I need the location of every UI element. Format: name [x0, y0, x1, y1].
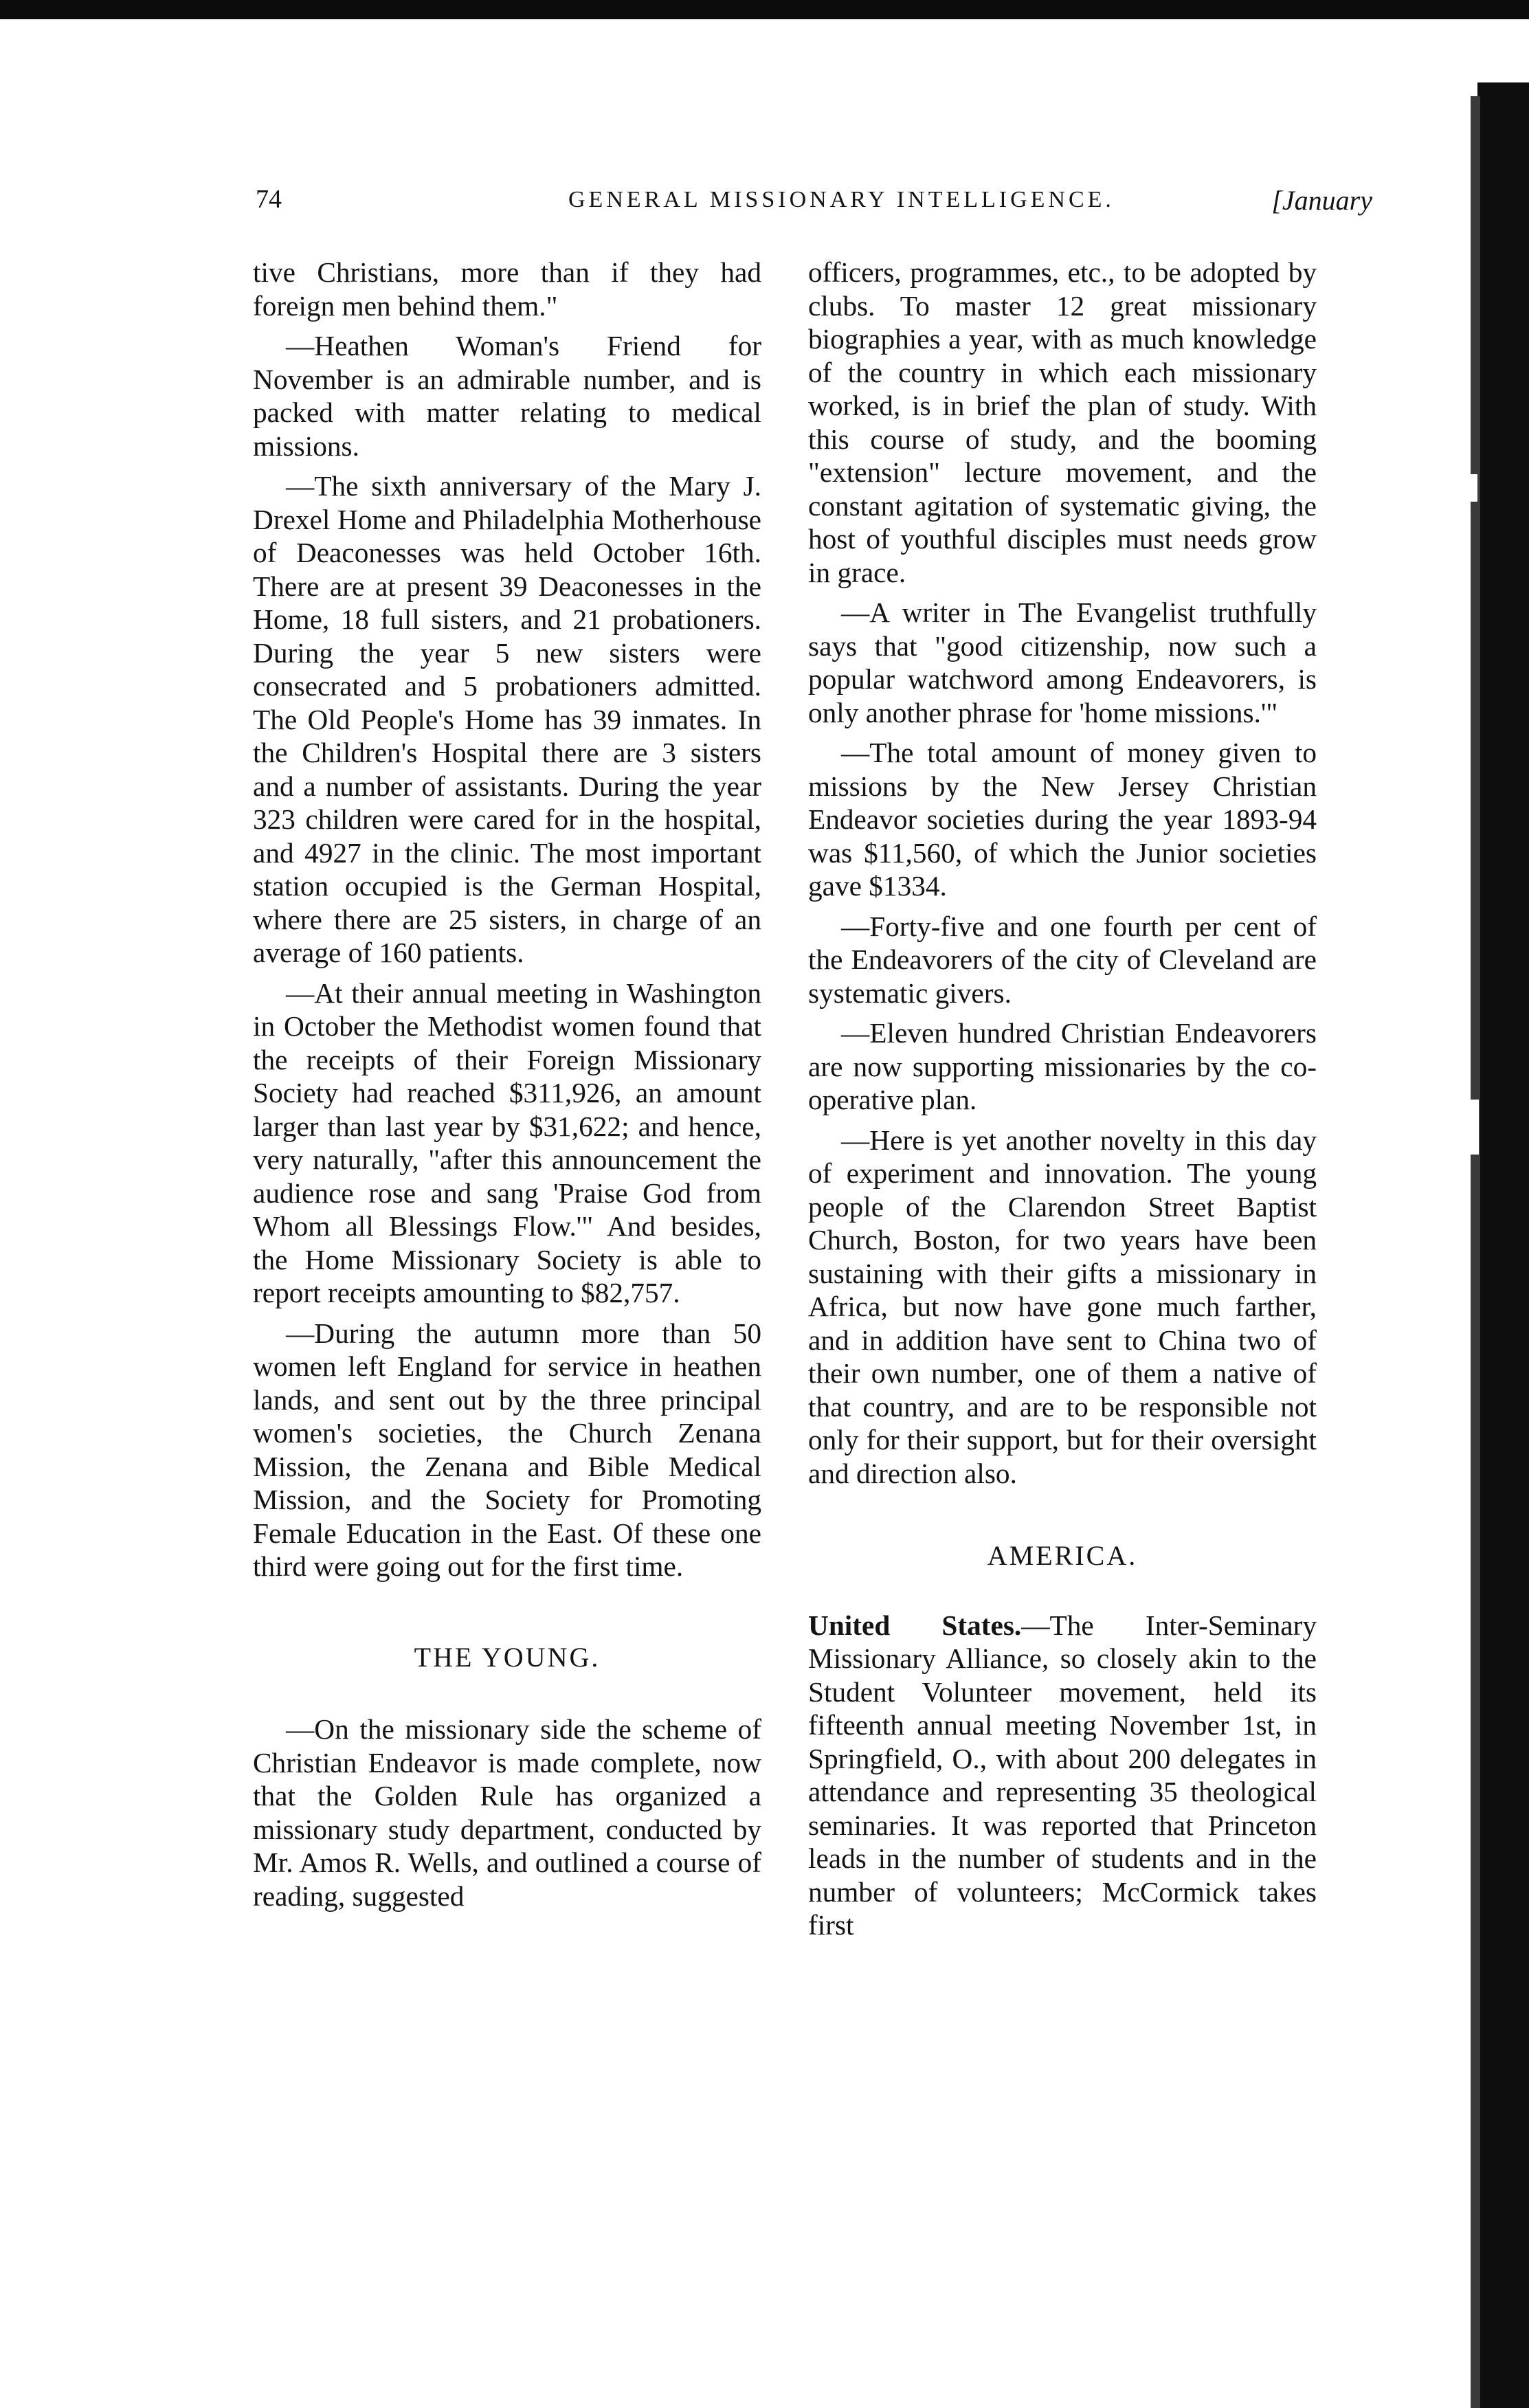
paragraph-text: —The Inter-Seminary Missionary Alliance, so closely akin to the Student Volunteer movement, held its fifteenth annual meeting November 1st, in Springfield, O., with about 200 delegates in attendance and representing 35 theological seminaries. It was reported that Princeton leads in the number of students and in the number of volunteers; McCormick takes first — [808, 1609, 1317, 1941]
paragraph: officers, programmes, etc., to be adopted by clubs. To master 12 great missionary biographies a year, with as much knowledge of the country in which each missionary worked, is in brief the plan of study. With this course of study, and the booming "extension" lecture movement, and the constant agitation of systematic giving, the host of youthful disciples must needs grow in grace. — [808, 256, 1317, 588]
running-month: [January — [1271, 185, 1372, 216]
paragraph: —Eleven hundred Christian Endeavorers are now supporting missionaries by the co-operative plan. — [808, 1017, 1317, 1115]
left-column — [253, 256, 761, 1919]
right-column — [808, 256, 1317, 1949]
scan-edge-mark — [1464, 474, 1477, 502]
paragraph: —Heathen Woman's Friend for November is an admirable number, and is packed with matter relating to medical missions. — [253, 330, 761, 462]
paragraph: —A writer in The Evangelist truthfully says that "good citizenship, now such a popular watchword among Endeavorers, is only another phrase for 'home missions.'" — [808, 597, 1317, 728]
running-head — [256, 184, 1372, 225]
paragraph: —At their annual meeting in Washington in October the Methodist women found that the receipts of their Foreign Missionary Society had reached $311,926, an amount larger than last year by $31,622; and hence, very naturally, "after this announcement the audience rose and sang 'Praise God from Whom all Blessings Flow.'" And besides, the Home Missionary Society is able to report receipts amounting to $82,757. — [253, 977, 761, 1308]
paragraph: —The total amount of money given to missions by the New Jersey Christian Endeavor societies during the year 1893-94 was $11,560, of which the Junior societies gave $1334. — [808, 737, 1317, 902]
paragraph: —Forty-five and one fourth per cent of the Endeavorers of the city of Cleveland are systematic givers. — [808, 910, 1317, 1009]
paragraph-united-states — [808, 1609, 1317, 1942]
paragraph: tive Christians, more than if they had foreign men behind them." — [253, 256, 761, 322]
scan-right-border — [1477, 82, 1529, 2408]
paragraph: —The sixth anniversary of the Mary J. Drexel Home and Philadelphia Motherhouse of Deaconesses was held October 16th. There are at present 39 Deaconesses in the Home, 18 full sisters, and 21 probationers. During the year 5 new sisters were consecrated and 5 probationers admitted. The Old People's Home has 39 inmates. In the Children's Hospital there are 3 sisters and a number of assistants. During the year 323 children were cared for in the hospital, and 4927 in the clinic. The most important station occupied is the German Hospital, where there are 25 sisters, in charge of an average of 160 patients. — [253, 470, 761, 968]
paragraph: —On the missionary side the scheme of Christian Endeavor is made complete, now that the Golden Rule has organized a missionary study department, conducted by Mr. Amos R. Wells, and outlined a course of reading, suggested — [253, 1713, 761, 1912]
scan-edge-notch — [1429, 1100, 1479, 1155]
lead-label: United States. — [808, 1609, 1022, 1641]
running-title: GENERAL MISSIONARY INTELLIGENCE. — [568, 187, 1115, 212]
scan-right-shadow — [1471, 96, 1480, 2408]
paragraph: —Here is yet another novelty in this day of experiment and innovation. The young people of the Clarendon Street Baptist Church, Boston, for two years have been sustaining with their gifts a missionary in Africa, but now have gone much farther, and in addition have sent to China two of their own number, one of them a native of that country, and are to be responsible not only for their support, but for their oversight and direction also. — [808, 1124, 1317, 1489]
paragraph: —During the autumn more than 50 women left England for service in heathen lands, and sent out by the three principal women's societies, the Church Zenana Mission, the Zenana and Bible Medical Mission, and the Society for Promoting Female Education in the East. Of these one third were going out for the first time. — [253, 1317, 761, 1582]
section-heading-america: AMERICA. — [987, 1540, 1138, 1571]
page-number: 74 — [256, 185, 282, 214]
section-heading-the-young: THE YOUNG. — [414, 1641, 601, 1673]
scan-top-border — [0, 0, 1529, 19]
